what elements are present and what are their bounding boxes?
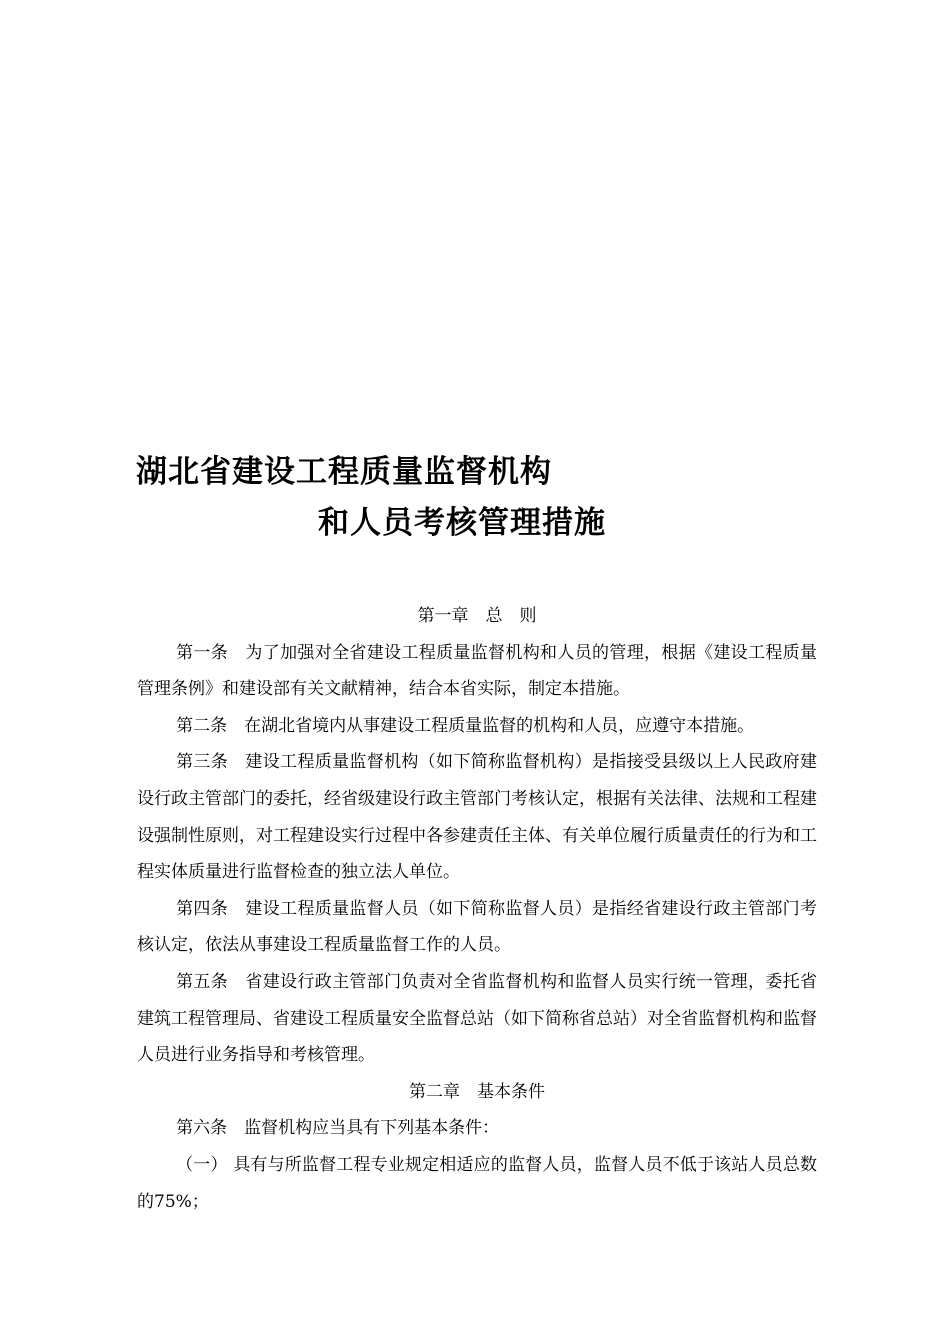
document-title-line-2: 和人员考核管理措施 — [318, 505, 606, 541]
article-6-text: 监督机构应当具有下列基本条件： — [244, 1118, 500, 1139]
article-5-text: 省建设行政主管部门负责对全省监督机构和监督人员实行统一管理，委托省建筑工程管理局、省建设工程质量安全监督总站（如下简称省总站）对全省监督机构和监督人员进行业务指导和考核管理。 — [137, 971, 818, 1066]
item-1-text: 具有与所监督工程专业规定相适应的监督人员，监督人员不低于该站人员总数的75%； — [137, 1154, 817, 1212]
article-6 — [137, 1110, 817, 1147]
article-3-text: 建设工程质量监督机构（如下简称监督机构）是指接受县级以上人民政府建设行政主管部门的委托，经省级建设行政主管部门考核认定，根据有关法律、法规和工程建设强制性原则，对工程建设实行过程中各参建责任主体、有关单位履行质量责任的行为和工程实体质量进行监督检查的独立法人单位。 — [137, 752, 818, 883]
article-6-item-1 — [137, 1147, 817, 1220]
article-4-label: 第四条 — [176, 898, 246, 919]
article-1-label: 第一条 — [176, 642, 246, 663]
article-2 — [137, 708, 817, 745]
article-4-text: 建设工程质量监督人员（如下简称监督人员）是指经省建设行政主管部门考核认定，依法从事建设工程质量监督工作的人员。 — [137, 898, 818, 956]
chapter-1-heading: 第一章 总 则 — [417, 606, 537, 626]
article-2-text: 在湖北省境内从事建设工程质量监督的机构和人员，应遵守本措施。 — [244, 715, 755, 736]
article-5-label: 第五条 — [176, 971, 246, 992]
document-body — [137, 598, 817, 1220]
article-1-text: 为了加强对全省建设工程质量监督机构和人员的管理，根据《建设工程质量管理条例》和建设部有关文献精神，结合本省实际，制定本措施。 — [137, 642, 818, 700]
chapter-2-heading: 第二章 基本条件 — [409, 1081, 545, 1102]
item-1-label: （一） — [176, 1154, 234, 1175]
article-3 — [137, 744, 817, 890]
article-5 — [137, 964, 817, 1074]
article-6-label: 第六条 — [176, 1118, 245, 1139]
article-2-label: 第二条 — [176, 715, 245, 736]
article-4 — [137, 891, 817, 964]
article-1 — [137, 635, 817, 708]
document-title-line-1: 湖北省建设工程质量监督机构 — [136, 454, 552, 490]
article-3-label: 第三条 — [176, 752, 246, 773]
